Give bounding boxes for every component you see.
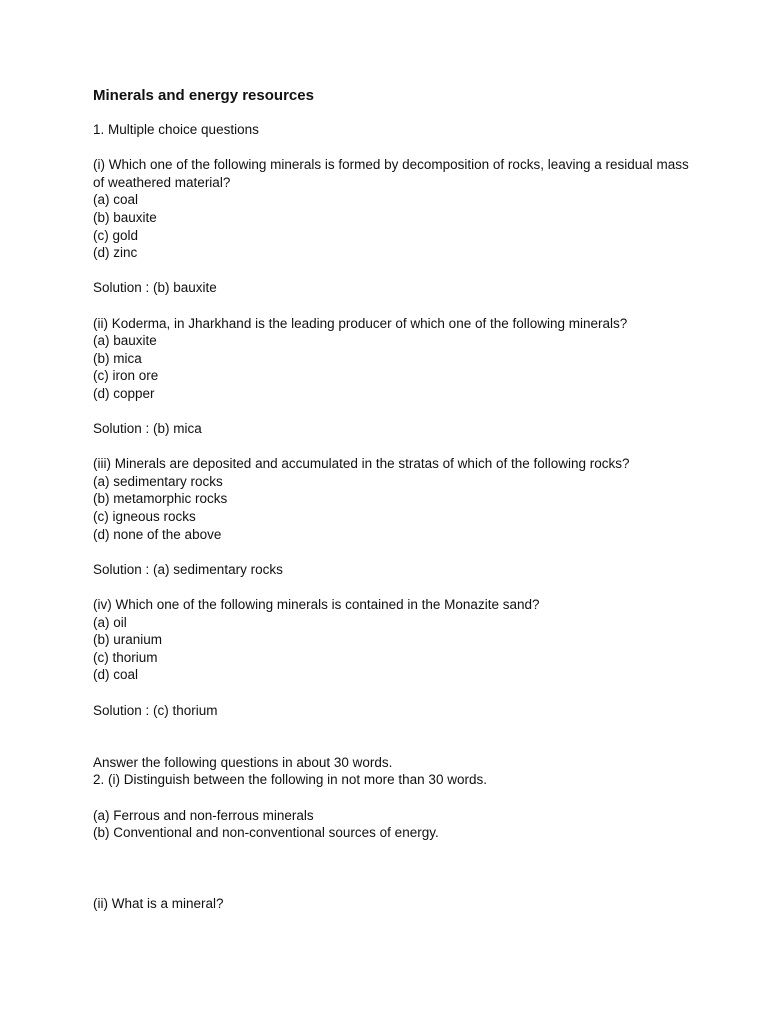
option-item: (d) coal <box>93 667 139 683</box>
solution-text: Solution : (b) mica <box>93 421 202 437</box>
option-item: (b) uranium <box>93 632 163 648</box>
option-item: (d) none of the above <box>93 526 222 542</box>
option-item: (c) thorium <box>93 649 158 665</box>
spacer <box>93 262 693 280</box>
spacer <box>93 403 693 421</box>
spacer <box>93 578 693 596</box>
option-item: (c) igneous rocks <box>93 509 196 525</box>
option-item: (b) mica <box>93 350 142 366</box>
option-item: (b) metamorphic rocks <box>93 491 228 507</box>
solution-text: Solution : (b) bauxite <box>93 280 217 296</box>
spacer <box>93 737 693 754</box>
section-intro: Answer the following questions in about 30 words. <box>93 754 393 770</box>
option-item: (d) zinc <box>93 245 138 261</box>
question-text: (ii) What is a mineral? <box>93 895 224 911</box>
spacer <box>93 297 693 315</box>
spacer <box>93 842 693 895</box>
question-text: (iv) Which one of the following minerals is contained in the Monazite sand? <box>93 597 540 613</box>
list-item: (b) Conventional and non-conventional sources of energy. <box>93 825 439 841</box>
spacer <box>93 543 693 561</box>
option-item: (a) sedimentary rocks <box>93 473 223 489</box>
question-text: (iii) Minerals are deposited and accumulated in the stratas of which of the following rocks? <box>93 456 630 472</box>
document-page <box>93 86 693 912</box>
question-text: 2. (i) Distinguish between the following in not more than 30 words. <box>93 772 487 788</box>
spacer <box>93 789 693 807</box>
spacer <box>93 438 693 456</box>
list-item: (a) Ferrous and non-ferrous minerals <box>93 807 314 823</box>
option-item: (d) copper <box>93 385 155 401</box>
option-item: (a) coal <box>93 192 139 208</box>
option-item: (c) gold <box>93 227 139 243</box>
solution-text: Solution : (c) thorium <box>93 702 218 718</box>
section-heading: 1. Multiple choice questions <box>93 122 259 137</box>
question-text: (i) Which one of the following minerals is formed by decomposition of rocks, leaving a residual mass of weathered material? <box>93 157 689 190</box>
option-item: (b) bauxite <box>93 209 157 225</box>
option-item: (a) bauxite <box>93 333 157 349</box>
document-title: Minerals and energy resources <box>93 87 314 104</box>
option-item: (a) oil <box>93 614 127 630</box>
spacer <box>93 139 693 157</box>
spacer <box>93 684 693 702</box>
option-item: (c) iron ore <box>93 368 159 384</box>
solution-text: Solution : (a) sedimentary rocks <box>93 561 283 577</box>
spacer <box>93 719 693 737</box>
question-text: (ii) Koderma, in Jharkhand is the leading producer of which one of the following minerals? <box>93 315 628 331</box>
